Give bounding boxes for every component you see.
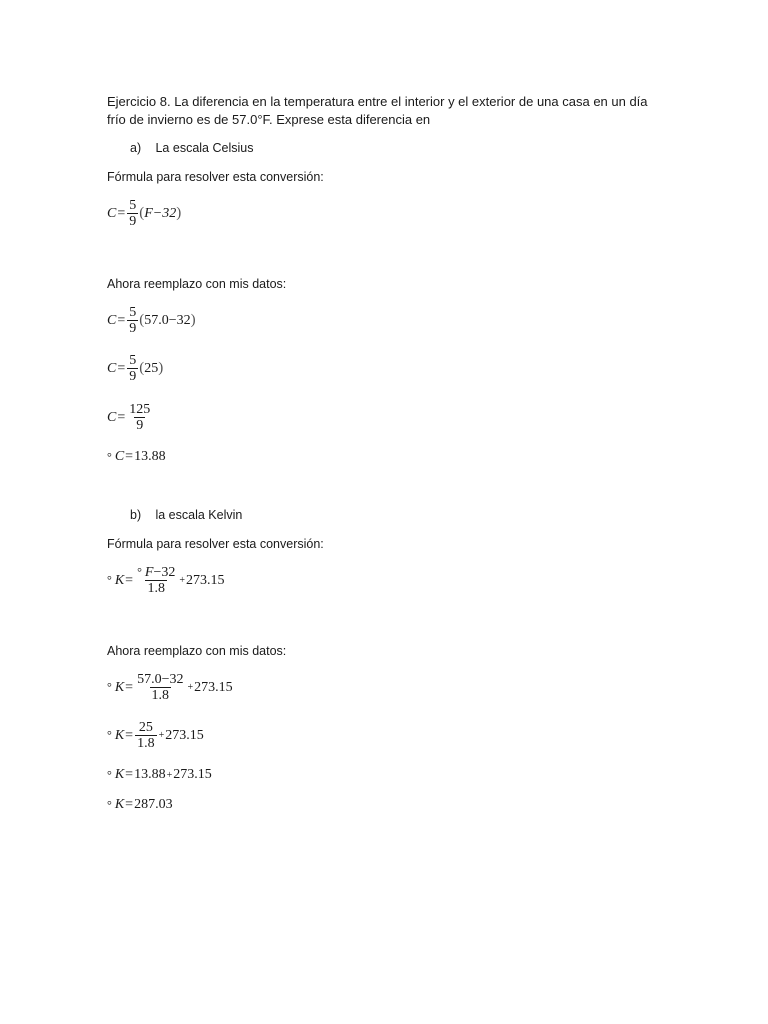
- exercise-statement: Ejercicio 8. La diferencia en la temperatura entre el interior y el exterior de una casa en un día frío de invierno es de 57.0°F. Exprese esta diferencia en: [107, 94, 648, 127]
- kelvin-step-2: ° K = $\frac{25}{1.8}$ + 273.15: [107, 720, 204, 751]
- celsius-step-2: C = $\frac{5}{9}$ ( 25 ): [107, 353, 164, 384]
- kelvin-formula-label: Fórmula para resolver esta conversión:: [107, 537, 324, 551]
- kelvin-step-3: ° K = 13.88 + 273.15: [107, 767, 212, 782]
- celsius-result: ° C = 13.88: [107, 449, 166, 464]
- fraction: $\frac{5}{9}$: [129, 353, 137, 384]
- part-a-label: La escala Celsius: [155, 141, 254, 155]
- kelvin-result: ° K = 287.03: [107, 797, 173, 812]
- fraction: $\frac{5}{9}$: [129, 198, 137, 229]
- fraction: $\frac{^\circ F-32}{1.8}$: [137, 565, 176, 596]
- part-b-heading: [130, 508, 242, 522]
- fraction: $\frac{5}{9}$: [129, 305, 137, 336]
- part-b-label: la escala Kelvin: [155, 508, 243, 522]
- celsius-substitute-label: Ahora reemplazo con mis datos:: [107, 277, 287, 291]
- part-b-marker: b): [130, 508, 142, 522]
- celsius-formula: C = $\frac{5}{9}$ ( F−32 ): [107, 198, 182, 229]
- fraction: $\frac{125}{9}$: [129, 402, 151, 433]
- celsius-formula-label: Fórmula para resolver esta conversión:: [107, 170, 324, 184]
- kelvin-step-1: ° K = $\frac{57.0-32}{1.8}$ + 273.15: [107, 672, 233, 703]
- part-a-heading: [130, 141, 253, 155]
- part-a-marker: a): [130, 141, 142, 155]
- celsius-step-3: C = $\frac{125}{9}$: [107, 402, 151, 433]
- kelvin-substitute-label: Ahora reemplazo con mis datos:: [107, 644, 287, 658]
- fraction: $\frac{25}{1.8}$: [137, 720, 155, 751]
- kelvin-formula: ° K = $\frac{^\circ F-32}{1.8}$ + 273.15: [107, 565, 225, 596]
- fraction: $\frac{57.0-32}{1.8}$: [137, 672, 184, 703]
- celsius-step-1: C = $\frac{5}{9}$ ( 57.0−32 ): [107, 305, 196, 336]
